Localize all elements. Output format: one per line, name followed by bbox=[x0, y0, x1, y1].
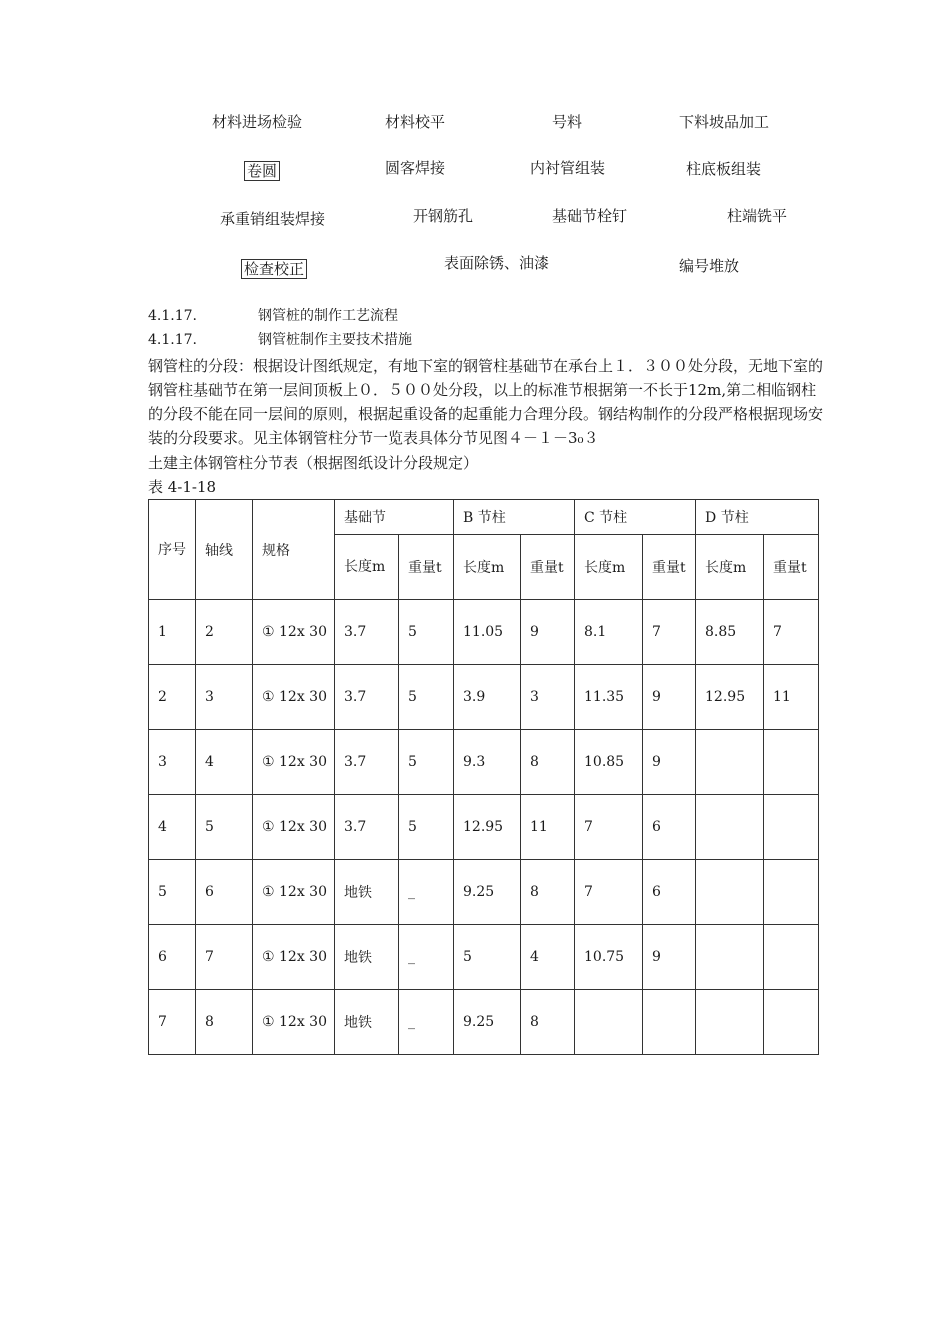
table-cell bbox=[696, 730, 764, 795]
table-cell: 7 bbox=[196, 925, 253, 990]
flow-step: 柱端铣平 bbox=[727, 207, 788, 225]
table-cell: ① 12x 30 bbox=[253, 665, 335, 730]
table-cell: 9.25 bbox=[454, 860, 521, 925]
table-cell: 3 bbox=[521, 665, 575, 730]
table-cell: 5 bbox=[149, 860, 196, 925]
table-cell: 11 bbox=[521, 795, 575, 860]
table-cell: 5 bbox=[399, 600, 454, 665]
header-length: 长度m bbox=[575, 535, 643, 600]
table-cell: 8 bbox=[521, 990, 575, 1055]
table-cell: ① 12x 30 bbox=[253, 860, 335, 925]
table-cell: 11 bbox=[764, 665, 819, 730]
flow-step: 号料 bbox=[552, 113, 583, 131]
table-cell: 3 bbox=[149, 730, 196, 795]
flow-step-boxed: 检查校正 bbox=[241, 259, 307, 279]
table-cell: 3.7 bbox=[335, 795, 399, 860]
header-weight: 重量t bbox=[399, 535, 454, 600]
table-cell: 6 bbox=[643, 860, 696, 925]
header-group-foundation: 基础节 bbox=[335, 500, 454, 535]
table-cell bbox=[575, 990, 643, 1055]
header-length: 长度m bbox=[454, 535, 521, 600]
table-cell: 9 bbox=[643, 925, 696, 990]
table-cell: 2 bbox=[149, 665, 196, 730]
table-cell: 7 bbox=[764, 600, 819, 665]
table-cell: 8.1 bbox=[575, 600, 643, 665]
table-cell: 6 bbox=[196, 860, 253, 925]
table-cell: 12.95 bbox=[454, 795, 521, 860]
table-cell: 9.3 bbox=[454, 730, 521, 795]
header-axis: 轴线 bbox=[196, 500, 253, 600]
table-row bbox=[149, 925, 819, 990]
section-number: 4.1.17. bbox=[148, 308, 197, 324]
table-cell: 3.7 bbox=[335, 600, 399, 665]
section-title: 钢管桩的制作工艺流程 bbox=[258, 308, 398, 324]
table-cell bbox=[643, 990, 696, 1055]
table-cell: 11.05 bbox=[454, 600, 521, 665]
table-cell: 10.75 bbox=[575, 925, 643, 990]
column-segment-table bbox=[148, 499, 819, 1055]
table-cell: 7 bbox=[643, 600, 696, 665]
table-row bbox=[149, 990, 819, 1055]
table-cell: 3.7 bbox=[335, 730, 399, 795]
header-weight: 重量t bbox=[643, 535, 696, 600]
table-cell: 8 bbox=[521, 730, 575, 795]
table-cell: 5 bbox=[399, 730, 454, 795]
header-length: 长度m bbox=[696, 535, 764, 600]
header-group-c: C 节柱 bbox=[575, 500, 696, 535]
table-cell bbox=[696, 990, 764, 1055]
table-cell: 5 bbox=[399, 795, 454, 860]
header-length: 长度m bbox=[335, 535, 399, 600]
table-cell: 4 bbox=[196, 730, 253, 795]
table-row bbox=[149, 730, 819, 795]
table-title: 土建主体钢管柱分节表（根据图纸设计分段规定） bbox=[148, 454, 479, 472]
table-cell: 10.85 bbox=[575, 730, 643, 795]
body-paragraph: 钢管柱的分段：根据设计图纸规定，有地下室的钢管柱基础节在承台上１．３００处分段，无地下室的钢管柱基础节在第一层间顶板上０．５００处分段，以上的标准节根据第一不长于12m,第二相临钢柱的分段不能在同一层间的原则，根据起重设备的起重能力合理分段。钢结构制作的分段严格根据现场安装的分段要求。见主体钢管柱分节一览表具体分节见图４－１－3₀３ bbox=[148, 357, 824, 447]
flow-step: 下料坡品加工 bbox=[679, 113, 770, 131]
table-cell: 9 bbox=[643, 730, 696, 795]
table-cell bbox=[696, 860, 764, 925]
table-cell: _ bbox=[399, 990, 454, 1055]
flow-step: 开钢筋孔 bbox=[413, 207, 474, 225]
table-label: 表 4-1-18 bbox=[148, 478, 217, 496]
table-cell: 7 bbox=[575, 795, 643, 860]
table-cell: ① 12x 30 bbox=[253, 925, 335, 990]
header-seq: 序号 bbox=[149, 500, 196, 600]
section-title: 钢管桩制作主要技术措施 bbox=[258, 332, 412, 348]
section-heading bbox=[148, 307, 398, 325]
table-cell: 9 bbox=[643, 665, 696, 730]
table-cell: 3.9 bbox=[454, 665, 521, 730]
table-cell: 5 bbox=[454, 925, 521, 990]
header-weight: 重量t bbox=[764, 535, 819, 600]
table-cell: 12.95 bbox=[696, 665, 764, 730]
flow-step: 材料进场检验 bbox=[212, 113, 303, 131]
table-cell bbox=[764, 990, 819, 1055]
table-cell: 8 bbox=[196, 990, 253, 1055]
header-row bbox=[149, 500, 819, 535]
table-cell: 8 bbox=[521, 860, 575, 925]
table-cell: ① 12x 30 bbox=[253, 600, 335, 665]
table-cell: 8.85 bbox=[696, 600, 764, 665]
flow-step: 圆客焊接 bbox=[385, 159, 446, 177]
table-cell: _ bbox=[399, 860, 454, 925]
table-cell: 9 bbox=[521, 600, 575, 665]
table-cell: 5 bbox=[399, 665, 454, 730]
table-cell: 2 bbox=[196, 600, 253, 665]
table-row bbox=[149, 795, 819, 860]
table-cell: 3.7 bbox=[335, 665, 399, 730]
table-cell: 地铁 bbox=[335, 860, 399, 925]
table-cell bbox=[764, 860, 819, 925]
section-number: 4.1.17. bbox=[148, 332, 197, 348]
table-row bbox=[149, 665, 819, 730]
header-group-b: B 节柱 bbox=[454, 500, 575, 535]
flow-step: 承重销组装焊接 bbox=[220, 210, 326, 228]
flow-step: 表面除锈、油漆 bbox=[444, 254, 550, 272]
table-body bbox=[149, 600, 819, 1055]
flow-step: 材料校平 bbox=[385, 113, 446, 131]
table-cell bbox=[764, 730, 819, 795]
table-cell: 1 bbox=[149, 600, 196, 665]
section-heading bbox=[148, 331, 412, 349]
flow-step: 基础节栓钉 bbox=[552, 207, 628, 225]
table-cell: ① 12x 30 bbox=[253, 795, 335, 860]
table-row bbox=[149, 860, 819, 925]
table-cell: _ bbox=[399, 925, 454, 990]
table-cell bbox=[696, 925, 764, 990]
header-group-d: D 节柱 bbox=[696, 500, 819, 535]
table-cell: 地铁 bbox=[335, 990, 399, 1055]
table-cell: 4 bbox=[521, 925, 575, 990]
table-cell: 9.25 bbox=[454, 990, 521, 1055]
header-weight: 重量t bbox=[521, 535, 575, 600]
table-cell: 4 bbox=[149, 795, 196, 860]
table-cell: 11.35 bbox=[575, 665, 643, 730]
table-row bbox=[149, 600, 819, 665]
table-cell bbox=[764, 795, 819, 860]
table-cell: 6 bbox=[149, 925, 196, 990]
flow-step: 柱底板组装 bbox=[686, 160, 762, 178]
table-cell bbox=[764, 925, 819, 990]
table-cell: ① 12x 30 bbox=[253, 990, 335, 1055]
flow-step: 内衬管组装 bbox=[530, 159, 606, 177]
table-cell: ① 12x 30 bbox=[253, 730, 335, 795]
header-spec: 规格 bbox=[253, 500, 335, 600]
flow-step-boxed: 卷圆 bbox=[244, 161, 280, 181]
table-cell bbox=[696, 795, 764, 860]
table-cell: 5 bbox=[196, 795, 253, 860]
table-cell: 6 bbox=[643, 795, 696, 860]
table-cell: 3 bbox=[196, 665, 253, 730]
flow-step: 编号堆放 bbox=[679, 257, 740, 275]
table-cell: 7 bbox=[575, 860, 643, 925]
table-cell: 地铁 bbox=[335, 925, 399, 990]
table-cell: 7 bbox=[149, 990, 196, 1055]
